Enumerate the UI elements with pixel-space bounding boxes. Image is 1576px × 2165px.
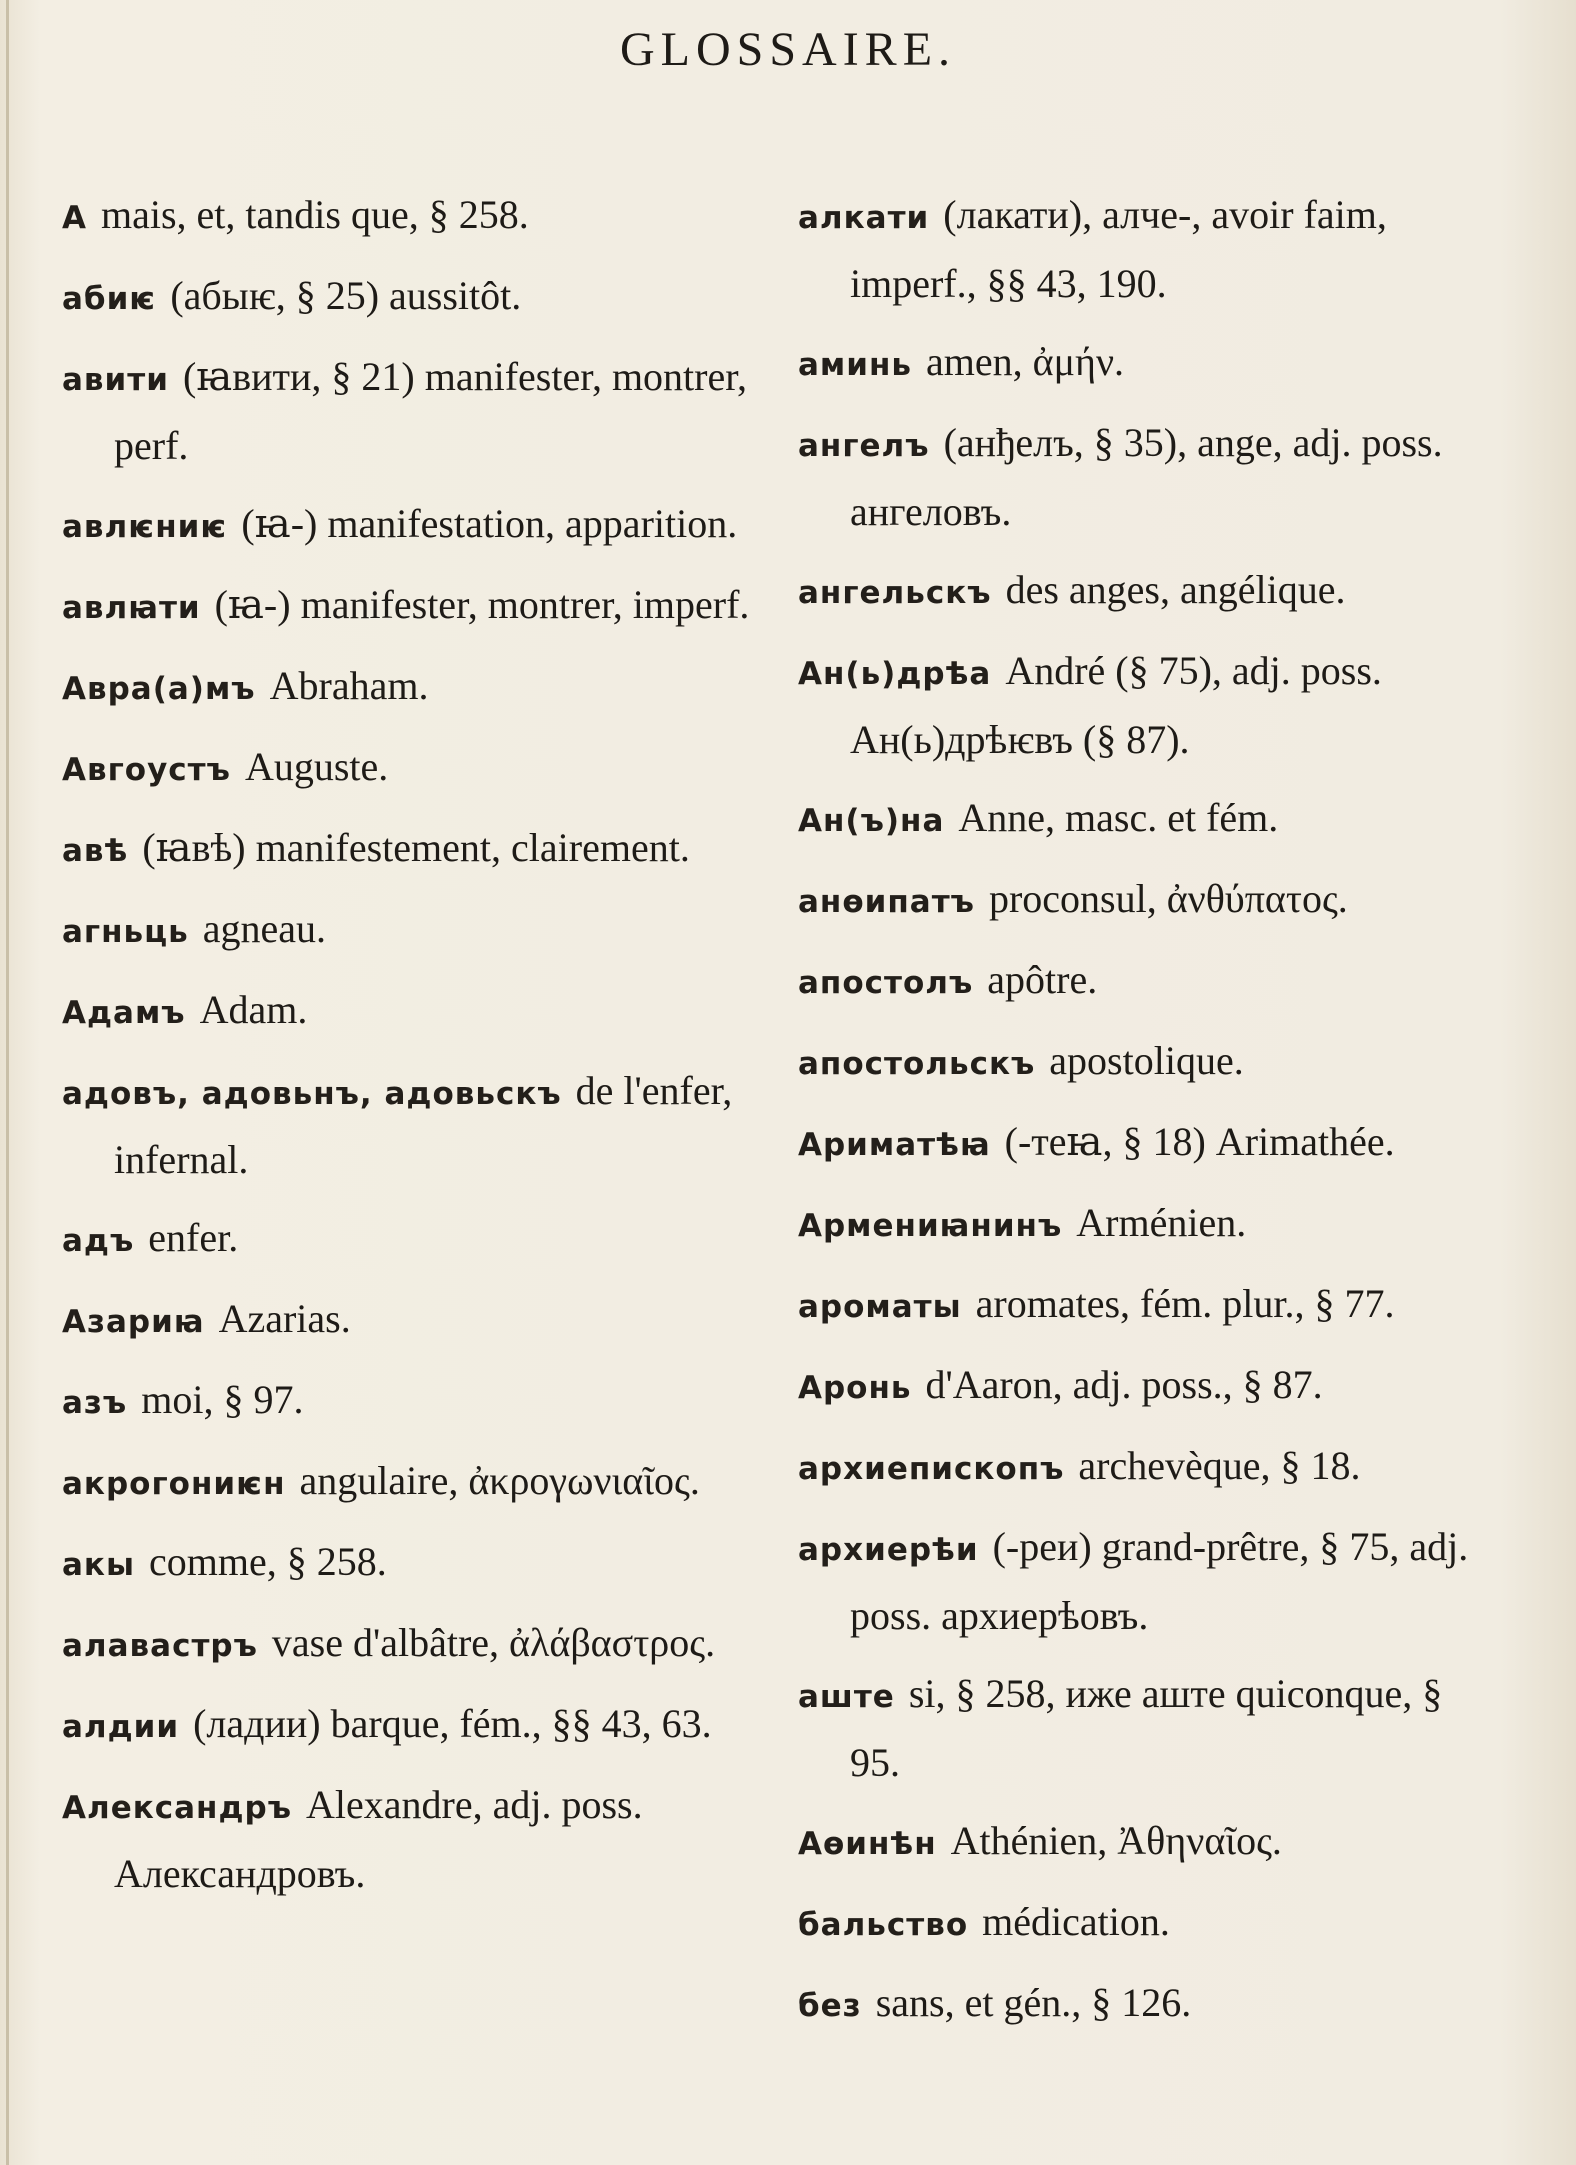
glossary-entry <box>62 1448 762 1517</box>
entry-headword: акрогониѥн <box>62 1466 286 1502</box>
entry-headword: ангелъ <box>798 428 930 464</box>
entry-headword: бальство <box>798 1907 969 1943</box>
glossary-entry <box>798 1190 1498 1259</box>
glossary-entry <box>798 1808 1498 1877</box>
glossary-entry <box>798 557 1498 626</box>
entry-definition: vase d'albâtre, ἀλάβαστρος. <box>271 1620 716 1665</box>
entry-definition: médication. <box>982 1899 1170 1944</box>
glossary-entry <box>62 815 762 884</box>
glossary-entry <box>798 182 1498 317</box>
glossary-entry <box>62 1691 762 1760</box>
entry-headword: агньць <box>62 914 189 950</box>
glossary-entry <box>62 734 762 803</box>
entry-definition: d'Aaron, adj. poss., § 87. <box>925 1362 1323 1407</box>
entry-headword: алдии <box>62 1709 180 1745</box>
glossary-entry <box>798 638 1498 773</box>
entry-definition: (ꙗ-) manifestation, apparition. <box>241 501 738 546</box>
entry-definition: (ꙗ-) manifester, montrer, imperf. <box>214 582 750 627</box>
entry-definition: André (§ 75), adj. poss. Ан(ь)дрѣѥвъ (§ 87). <box>850 648 1382 762</box>
entry-headword: адовъ, адовьнъ, адовьскъ <box>62 1076 562 1112</box>
glossary-entry <box>62 1367 762 1436</box>
entry-headword: абиѥ <box>62 281 157 317</box>
glossary-entry <box>798 1433 1498 1502</box>
entry-headword: аште <box>798 1679 895 1715</box>
entry-headword: апостолъ <box>798 965 974 1001</box>
entry-headword: без <box>798 1988 862 2024</box>
page-gutter-edge <box>6 0 9 2165</box>
entry-definition: aromates, fém. plur., § 77. <box>975 1281 1395 1326</box>
glossary-entry <box>798 1889 1498 1958</box>
entry-headword: апостольскъ <box>798 1046 1036 1082</box>
entry-headword: А <box>62 200 87 236</box>
entry-definition: (-реи) grand-prêtre, § 75, adj. poss. архиерѣовъ. <box>850 1524 1469 1638</box>
entry-headword: Азариꙗ <box>62 1304 205 1340</box>
entry-definition: angulaire, ἀκρογωνιαῖος. <box>299 1458 700 1503</box>
glossary-entry <box>798 866 1498 935</box>
entry-headword: адъ <box>62 1223 135 1259</box>
entry-definition: Auguste. <box>244 744 389 789</box>
entry-definition: si, § 258, иже аште quiconque, § 95. <box>850 1671 1443 1785</box>
entry-definition: Abraham. <box>269 663 429 708</box>
entry-definition: (ꙗвити, § 21) manifester, montrer, perf. <box>114 354 747 468</box>
glossary-entry <box>62 1205 762 1274</box>
entry-definition: Azarias. <box>218 1296 351 1341</box>
entry-definition: Arménien. <box>1076 1200 1247 1245</box>
entry-headword: Армениꙗнинъ <box>798 1208 1063 1244</box>
entry-headword: Аронь <box>798 1370 912 1406</box>
glossary-entry <box>798 1352 1498 1421</box>
entry-headword: Аѳинѣн <box>798 1826 937 1862</box>
entry-headword: Авра(а)мъ <box>62 671 256 707</box>
glossary-entry <box>62 1610 762 1679</box>
glossary-entry <box>62 491 762 560</box>
glossary-entry <box>62 1058 762 1193</box>
entry-definition: (ꙗвѣ) manifestement, clairement. <box>142 825 690 870</box>
entry-headword: Александръ <box>62 1790 292 1826</box>
glossary-entry <box>62 1772 762 1907</box>
glossary-entry <box>798 1970 1498 2039</box>
entry-definition: moi, § 97. <box>141 1377 304 1422</box>
entry-definition: apostolique. <box>1049 1038 1244 1083</box>
entry-definition: enfer. <box>148 1215 239 1260</box>
entry-definition: agneau. <box>202 906 326 951</box>
entry-headword: авлꙗти <box>62 590 201 626</box>
entry-headword: алкати <box>798 200 930 236</box>
glossary-entry <box>798 1028 1498 1097</box>
glossary-entry <box>62 182 762 251</box>
entry-definition: Alexandre, adj. poss. Александровъ. <box>114 1782 643 1896</box>
entry-definition: Adam. <box>199 987 308 1032</box>
glossary-entry <box>798 329 1498 398</box>
glossary-entry <box>798 1661 1498 1796</box>
entry-headword: авѣ <box>62 833 129 869</box>
entry-definition: proconsul, ἀνθύπατος. <box>988 876 1348 921</box>
entry-headword: Ариматѣꙗ <box>798 1127 991 1163</box>
glossary-entry <box>62 344 762 479</box>
entry-definition: (-теꙗ, § 18) Arimathée. <box>1004 1119 1395 1164</box>
entry-definition: Anne, masc. et fém. <box>958 795 1279 840</box>
glossary-entry <box>798 410 1498 545</box>
entry-definition: des anges, angélique. <box>1005 567 1346 612</box>
entry-definition: (ладии) barque, fém., §§ 43, 63. <box>193 1701 712 1746</box>
entry-definition: sans, et gén., § 126. <box>875 1980 1192 2025</box>
entry-headword: Ан(ь)дрѣа <box>798 656 992 692</box>
glossary-entry <box>798 785 1498 854</box>
entry-definition: (лакати), алче-, avoir faim, imperf., §§ 43, 190. <box>850 192 1387 306</box>
glossary-entry <box>62 263 762 332</box>
entry-headword: Авгоустъ <box>62 752 231 788</box>
entry-headword: Ан(ъ)на <box>798 803 945 839</box>
entry-definition: mais, et, tandis que, § 258. <box>101 192 529 237</box>
glossary-entry <box>62 977 762 1046</box>
entry-headword: ангельскъ <box>798 575 992 611</box>
entry-definition: (абыѥ, § 25) aussitôt. <box>170 273 522 318</box>
glossary-column-right <box>798 182 1498 2051</box>
glossary-entry <box>798 1109 1498 1178</box>
entry-definition: (анђелъ, § 35), ange, adj. poss. ангеловъ. <box>850 420 1443 534</box>
entry-headword: алавастръ <box>62 1628 258 1664</box>
entry-headword: азъ <box>62 1385 128 1421</box>
entry-definition: amen, ἀμήν. <box>926 339 1125 384</box>
entry-definition: apôtre. <box>987 957 1098 1002</box>
entry-headword: анѳипатъ <box>798 884 975 920</box>
entry-headword: акы <box>62 1547 135 1583</box>
glossary-entry <box>62 572 762 641</box>
glossary-entry <box>798 1514 1498 1649</box>
page-title: GLOSSAIRE. <box>619 23 957 76</box>
glossary-entry <box>62 653 762 722</box>
entry-definition: Athénien, Ἀθηναῖος. <box>950 1818 1282 1863</box>
glossary-column-left <box>62 182 762 1919</box>
entry-definition: de l'enfer, infernal. <box>114 1068 733 1182</box>
entry-headword: архиепископъ <box>798 1451 1065 1487</box>
entry-headword: Адамъ <box>62 995 186 1031</box>
glossary-entry <box>62 896 762 965</box>
entry-definition: archevèque, § 18. <box>1078 1443 1361 1488</box>
entry-headword: авити <box>62 362 169 398</box>
entry-headword: аминь <box>798 347 912 383</box>
entry-headword: авлѥниѥ <box>62 509 228 545</box>
glossary-entry <box>798 1271 1498 1340</box>
entry-headword: ароматы <box>798 1289 962 1325</box>
entry-headword: архиерѣи <box>798 1532 979 1568</box>
glossary-entry <box>798 947 1498 1016</box>
glossary-entry <box>62 1529 762 1598</box>
glossary-entry <box>62 1286 762 1355</box>
entry-definition: comme, § 258. <box>149 1539 387 1584</box>
